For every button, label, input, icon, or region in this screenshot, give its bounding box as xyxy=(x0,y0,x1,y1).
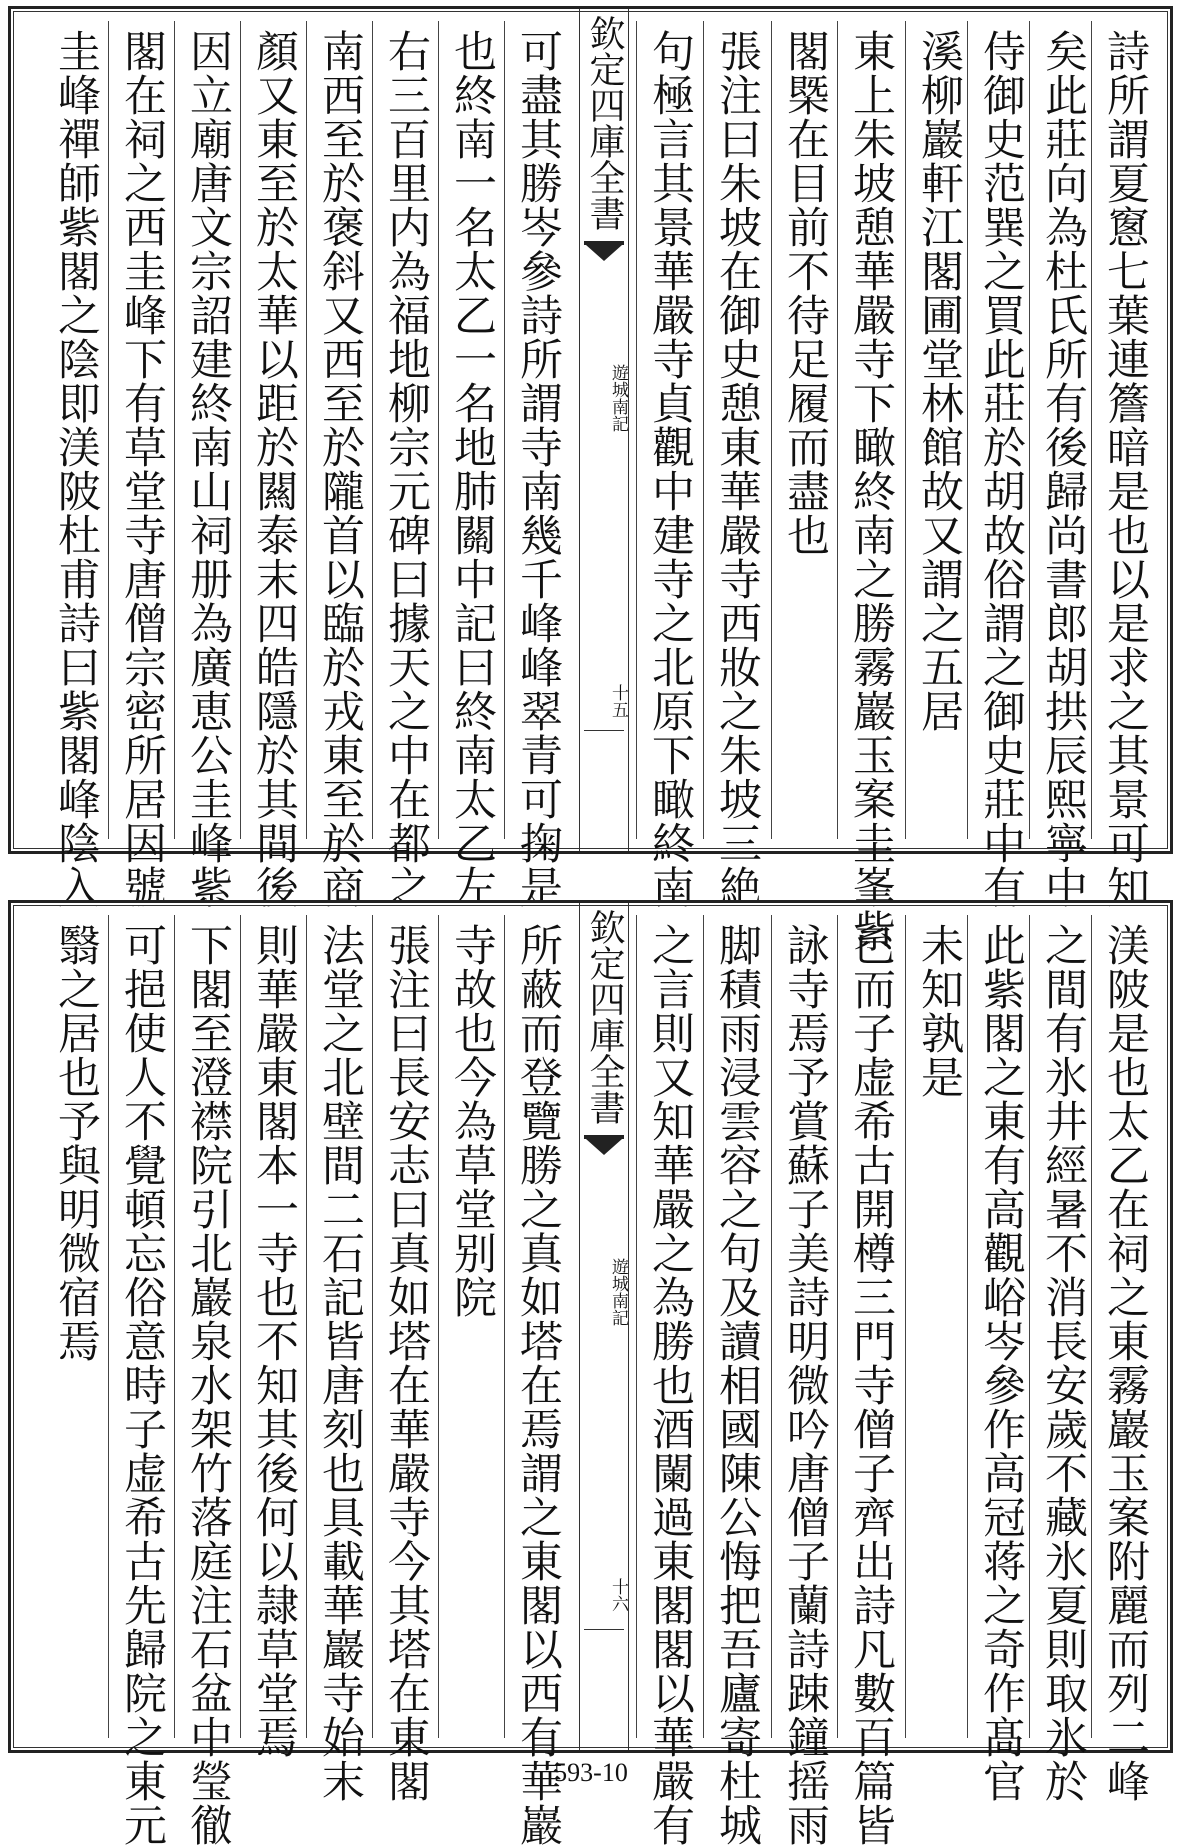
text-column: 翳之居也予與明微宿焉 xyxy=(51,923,101,1363)
column-rule xyxy=(1091,915,1092,1738)
column-rule xyxy=(967,21,968,839)
column-rule xyxy=(1029,21,1030,839)
text-column: 溪柳巖軒江閣圃堂林館故又謂之五居 xyxy=(914,29,964,733)
column-rule xyxy=(1029,915,1030,1738)
fold-divider xyxy=(584,1629,624,1630)
column-rule xyxy=(771,21,772,839)
text-column: 渼陂是也太乙在祠之東霧巖玉案附麗而列二峰 xyxy=(1100,923,1150,1803)
column-rule xyxy=(703,915,704,1738)
text-column: 閣在祠之西圭峰下有草堂寺唐僧宗密所居因號 xyxy=(117,29,167,909)
text-column: 詩所謂夏窻七葉連簷暗是也以是求之其景可知 xyxy=(1100,29,1150,909)
text-column: 可挹使人不覺頓忘俗意時子虚希古先歸院之東元 xyxy=(117,923,167,1847)
text-column: 侍御史范巽之買此莊於胡故俗謂之御史莊中有 xyxy=(976,29,1026,909)
text-column: 張注曰朱坡在御史憩東華嚴寺西妝之朱坡三絶 xyxy=(712,29,762,909)
text-column: 東上朱坡憩華嚴寺下瞰終南之勝霧巖玉案圭峯紫 xyxy=(846,29,896,953)
text-column: 之言則又知華嚴之為勝也酒闌過東閣閣以華嚴有 xyxy=(645,923,695,1847)
text-column: 脚積雨浸雲容之句及讀相國陳公悔把吾廬寄杜城 xyxy=(712,923,762,1847)
column-rule xyxy=(108,915,109,1738)
column-rule xyxy=(372,21,373,839)
text-column: 詠寺焉予賞蘇子美詩明微吟唐僧子蘭詩踈鐘摇雨 xyxy=(780,923,830,1847)
column-rule xyxy=(1091,21,1092,839)
column-rule xyxy=(504,21,505,839)
column-rule xyxy=(306,21,307,839)
leaf-number: 十六 xyxy=(608,1578,628,1612)
column-rule xyxy=(174,915,175,1738)
column-rule xyxy=(905,915,906,1738)
text-column: 右三百里内為福地柳宗元碑曰據天之中在都之 xyxy=(381,29,431,909)
text-column: 所蔽而登覽勝之真如塔在焉謂之東閣以西有華巖 xyxy=(513,923,563,1847)
column-rule xyxy=(174,21,175,839)
page-number: 593-10 xyxy=(554,1758,628,1787)
text-column: 句極言其景華嚴寺貞觀中建寺之北原下瞰終南 xyxy=(645,29,695,909)
text-column: 則華嚴東閣本一寺也不知其後何以隷草堂焉 xyxy=(249,923,299,1759)
text-column: 張注曰長安志曰真如塔在華嚴寺今其塔在東閣 xyxy=(381,923,431,1803)
text-column: 法堂之北壁間二石記皆唐刻也具載華巖寺始末 xyxy=(315,923,365,1803)
text-column: 此紫閣之東有高觀峪岑參作高冠蒋之奇作髙官 xyxy=(976,923,1026,1803)
section-title: 遊城南記 xyxy=(608,1258,628,1326)
text-column: 也終南一名太乙一名地肺關中記曰終南太乙左 xyxy=(447,29,497,909)
column-rule xyxy=(306,915,307,1738)
column-rule xyxy=(636,915,637,1738)
column-rule xyxy=(703,21,704,839)
text-column: 南西至於褒斜又西至於隴首以臨於戎東至於商 xyxy=(315,29,365,909)
column-rule xyxy=(837,915,838,1738)
fish-tail-mark xyxy=(584,1135,624,1163)
top-page-panel xyxy=(8,6,1173,953)
text-column: 矣此莊向為杜氏所有後歸尚書郎胡拱辰熙寧中 xyxy=(1038,29,1088,909)
collection-title: 欽定四庫全書 xyxy=(584,909,625,1125)
text-column: 已而子虚希古開樽三門寺僧子齊出詩凡數百篇皆 xyxy=(846,923,896,1847)
column-rule xyxy=(372,915,373,1738)
text-column: 下閣至澄襟院引北巖泉水架竹落庭注石盆中瑩徹 xyxy=(183,923,233,1847)
text-column: 寺故也今為草堂别院 xyxy=(447,923,497,1319)
text-column: 圭峰禪師紫閣之陰即渼陂杜甫詩曰紫閣峰陰入 xyxy=(51,29,101,909)
text-column: 未知孰是 xyxy=(914,923,964,1099)
fish-tail-mark xyxy=(584,241,624,269)
center-fold-strip xyxy=(579,9,629,851)
column-rule xyxy=(771,915,772,1738)
section-title: 遊城南記 xyxy=(608,364,628,432)
column-rule xyxy=(636,21,637,839)
column-rule xyxy=(905,21,906,839)
fold-divider xyxy=(584,730,624,731)
text-column: 顏又東至於太華以距於闗泰末四皓隱於其間後 xyxy=(249,29,299,909)
collection-title: 欽定四庫全書 xyxy=(584,15,625,231)
text-column: 因立廟唐文宗詔建終南山祠册為廣恵公圭峰紫 xyxy=(183,29,233,909)
text-column: 之間有氷井經暑不消長安歲不藏氷夏則取氷於 xyxy=(1038,923,1088,1803)
column-rule xyxy=(438,915,439,1738)
column-rule xyxy=(108,21,109,839)
column-rule xyxy=(240,915,241,1738)
text-column: 閣槩在目前不待足履而盡也 xyxy=(780,29,830,557)
text-column: 可盡其勝岑參詩所謂寺南幾千峰峰翠青可掬是 xyxy=(513,29,563,909)
leaf-number: 十五 xyxy=(608,684,628,718)
column-rule xyxy=(438,21,439,839)
column-rule xyxy=(967,915,968,1738)
center-fold-strip xyxy=(579,903,629,1750)
column-rule xyxy=(240,21,241,839)
column-rule xyxy=(504,915,505,1738)
column-rule xyxy=(837,21,838,839)
